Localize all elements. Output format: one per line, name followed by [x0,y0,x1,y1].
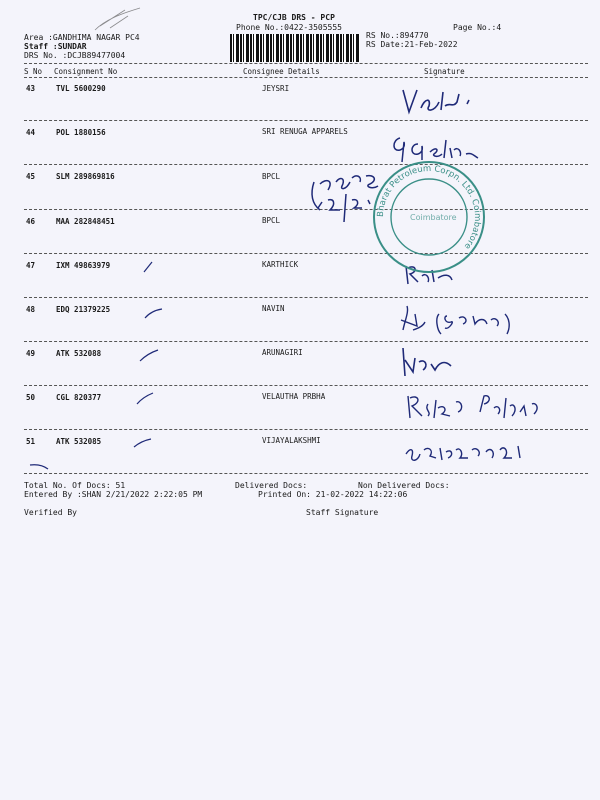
row-consignee: ARUNAGIRI [262,348,303,357]
non-delivered-docs: Non Delivered Docs: [358,481,450,490]
row-sno: 48 [26,305,36,314]
row-consignment: SLM 289869816 [56,172,115,181]
row-consignment: TVL 5600290 [56,84,106,93]
printed-on: Printed On: 21-02-2022 14:22:06 [258,490,408,499]
row-sno: 47 [26,261,36,270]
row-sno: 45 [26,172,36,181]
row-sno: 49 [26,349,36,358]
row-consignment: EDQ 21379225 [56,305,111,314]
delivered-docs: Delivered Docs: [235,481,308,490]
tick-mark [140,350,158,361]
row-consignee: JEYSRI [262,84,290,93]
row-sno: 46 [26,217,36,226]
row-consignee: NAVIN [262,304,285,313]
row-consignment: MAA 282848451 [56,217,115,226]
signature-43 [395,84,490,120]
tick-mark [134,439,151,447]
stamp-center: Coimbatore [410,213,457,222]
row-consignment: ATK 532085 [56,437,102,446]
tick-mark [30,465,48,469]
row-consignee: VELAUTHA PRBHA [262,392,326,401]
row-sno: 51 [26,437,36,446]
row-sno: 44 [26,128,36,137]
col-signature: Signature [424,67,465,76]
tick-mark [144,262,152,272]
tick-mark [137,393,153,404]
row-consignee: VIJAYALAKSHMI [262,436,321,445]
rs-date: RS Date:21-Feb-2022 [366,40,458,49]
company-stamp [370,158,488,276]
page-number: Page No.:4 [453,23,502,32]
entered-by: Entered By :SHAN 2/21/2022 2:22:05 PM [24,490,203,499]
row-consignee: BPCL [262,172,281,181]
signature-49 [395,342,465,382]
signature-50 [400,388,550,424]
total-docs: Total No. Of Docs: 51 [24,481,126,490]
row-consignee: BPCL [262,216,281,225]
row-sno: 43 [26,84,36,93]
rs-number: RS No.:894770 [366,31,429,40]
row-consignment: ATK 532088 [56,349,102,358]
row-consignee: KARTHICK [262,260,299,269]
phone-number: Phone No.:0422-3505555 [236,23,342,32]
row-consignment: IXM 49863979 [56,261,111,270]
stamp-text: Bharat Petroleum Corpn. Ltd. Coimbatore [375,163,483,251]
tick-mark [145,309,162,318]
col-sno: S No [24,67,43,76]
document-title: TPC/CJB DRS - PCP [253,13,335,22]
col-consignee: Consignee Details [243,67,320,76]
signature-48 [395,300,535,340]
row-consignment: POL 1880156 [56,128,106,137]
staff-field: Staff :SUNDAR [24,42,87,51]
col-consignment: Consignment No [54,67,118,76]
staff-signature-label: Staff Signature [306,508,379,517]
row-consignment: CGL 820377 [56,393,102,402]
area-field: Area :GANDHIMA NAGAR PC4 [24,33,140,42]
row-consignee: SRI RENUGA APPARELS [262,127,348,136]
signature-51 [400,432,540,468]
drs-number: DRS No. :DCJB89477004 [24,51,126,60]
verified-by: Verified By [24,508,77,517]
row-sno: 50 [26,393,36,402]
header-scribble [95,8,140,30]
